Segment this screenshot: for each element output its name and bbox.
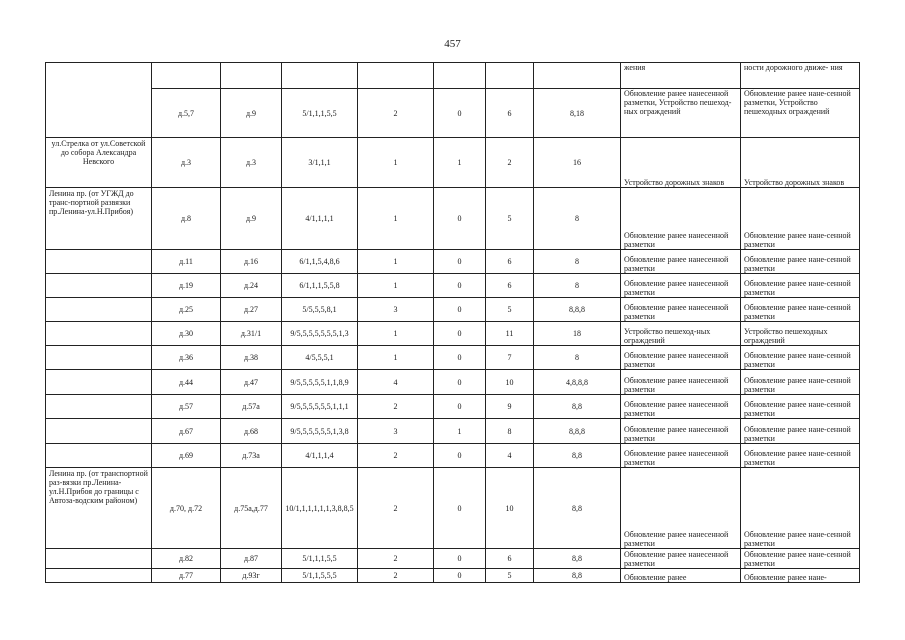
count-cell: 0 (434, 322, 486, 346)
count-cell: 2 (358, 395, 434, 419)
count-cell: 8,8 (534, 444, 621, 468)
street-cell (46, 346, 152, 370)
to-cell (221, 63, 282, 89)
count-cell: 5 (486, 188, 534, 250)
count-cell: 2 (358, 89, 434, 138)
work-cell: Обновление ранее нанесенной разметки (621, 188, 741, 250)
count-cell: 8,8 (534, 395, 621, 419)
work-cell: Обновление ранее нанесенной разметки (621, 370, 741, 395)
from-cell: д.8 (152, 188, 221, 250)
count-cell: 5 (486, 298, 534, 322)
count-cell: 2 (358, 569, 434, 583)
table-row (46, 138, 860, 188)
work-cell: Обновление ранее нане-сенной разметки (741, 395, 860, 419)
scheme-cell: 9/5,5,5,5,5,1,1,8,9 (282, 370, 358, 395)
count-cell: 2 (358, 468, 434, 549)
count-cell: 8 (534, 188, 621, 250)
work-cell: Обновление ранее нанесенной разметки (621, 468, 741, 549)
to-cell: д.24 (221, 274, 282, 298)
street-cell: Ленина пр. (от транспортной раз-вязки пр.Ленина-ул.Н.Прибоя до границы с Автоза-водским районом) (46, 468, 152, 549)
scheme-cell: 6/1,1,5,4,8,6 (282, 250, 358, 274)
table-row (46, 250, 860, 274)
work-cell: Обновление ранее нанесенной разметки (621, 549, 741, 569)
count-cell: 1 (358, 138, 434, 188)
count-cell (434, 63, 486, 89)
from-cell: д.30 (152, 322, 221, 346)
count-cell: 8,8 (534, 569, 621, 583)
count-cell: 3 (358, 419, 434, 444)
count-cell: 10 (486, 468, 534, 549)
scheme-cell: 4/5,5,5,1 (282, 346, 358, 370)
count-cell: 0 (434, 549, 486, 569)
work-cell: Устройство пешеход-ных ограждений (621, 322, 741, 346)
work-cell: Обновление ранее нане-сенной разметки (741, 370, 860, 395)
count-cell: 6 (486, 89, 534, 138)
from-cell: д.11 (152, 250, 221, 274)
scheme-cell: 5/1,1,5,5,5 (282, 569, 358, 583)
street-cell (46, 569, 152, 583)
from-cell: д.57 (152, 395, 221, 419)
count-cell: 5 (486, 569, 534, 583)
count-cell (534, 63, 621, 89)
work-cell: Устройство пешеходных ограждений (741, 322, 860, 346)
scheme-cell: 9/5,5,5,5,5,5,5,1,3 (282, 322, 358, 346)
road-works-table (45, 62, 860, 583)
work-cell: Обновление ранее (621, 569, 741, 583)
table-row (46, 322, 860, 346)
count-cell (358, 63, 434, 89)
work-cell: Обновление ранее нанесенной разметки (621, 444, 741, 468)
from-cell: д.19 (152, 274, 221, 298)
count-cell: 0 (434, 444, 486, 468)
count-cell: 8,8,8 (534, 298, 621, 322)
scheme-cell: 6/1,1,1,5,5,8 (282, 274, 358, 298)
count-cell: 8 (534, 274, 621, 298)
count-cell: 2 (358, 444, 434, 468)
street-cell (46, 395, 152, 419)
from-cell: д.36 (152, 346, 221, 370)
street-cell (46, 444, 152, 468)
count-cell: 4 (358, 370, 434, 395)
count-cell: 16 (534, 138, 621, 188)
table-row (46, 63, 860, 89)
to-cell: д.9 (221, 89, 282, 138)
count-cell: 1 (358, 346, 434, 370)
work-cell: Обновление ранее нане-сенной разметки (741, 468, 860, 549)
count-cell: 6 (486, 274, 534, 298)
from-cell: д.77 (152, 569, 221, 583)
street-cell: ул.Стрелка от ул.Советской до собора Александра Невского (46, 138, 152, 188)
count-cell: 8,18 (534, 89, 621, 138)
scheme-cell: 5/1,1,1,5,5 (282, 89, 358, 138)
table-row (46, 89, 860, 138)
count-cell: 1 (358, 188, 434, 250)
work-cell: Обновление ранее нане-сенной разметки, Устройство пешеходных ограждений (741, 89, 860, 138)
work-cell: Устройство дорожных знаков (741, 138, 860, 188)
street-cell (46, 63, 152, 138)
table-row (46, 569, 860, 583)
count-cell: 18 (534, 322, 621, 346)
count-cell: 1 (434, 138, 486, 188)
to-cell: д.68 (221, 419, 282, 444)
count-cell: 0 (434, 89, 486, 138)
count-cell: 0 (434, 569, 486, 583)
street-cell (46, 250, 152, 274)
table-row (46, 419, 860, 444)
table-row (46, 188, 860, 250)
from-cell (152, 63, 221, 89)
from-cell: д.44 (152, 370, 221, 395)
scheme-cell (282, 63, 358, 89)
count-cell: 6 (486, 250, 534, 274)
count-cell: 6 (486, 549, 534, 569)
work-cell: Обновление ранее нанесенной разметки (621, 395, 741, 419)
table-row (46, 444, 860, 468)
count-cell: 0 (434, 274, 486, 298)
work-cell: Обновление ранее нане-сенной разметки (741, 274, 860, 298)
to-cell: д.47 (221, 370, 282, 395)
to-cell: д.73а (221, 444, 282, 468)
scheme-cell: 10/1,1,1,1,1,1,3,8,8,5 (282, 468, 358, 549)
count-cell: 8,8 (534, 549, 621, 569)
count-cell: 8,8,8 (534, 419, 621, 444)
street-cell (46, 298, 152, 322)
from-cell: д.70, д.72 (152, 468, 221, 549)
scheme-cell: 4/1,1,1,1 (282, 188, 358, 250)
count-cell: 7 (486, 346, 534, 370)
work-cell: Обновление ранее нанесенной разметки (621, 298, 741, 322)
street-cell (46, 549, 152, 569)
to-cell: д.87 (221, 549, 282, 569)
from-cell: д.3 (152, 138, 221, 188)
count-cell: 10 (486, 370, 534, 395)
street-cell (46, 370, 152, 395)
count-cell: 1 (434, 419, 486, 444)
work-cell: Обновление ранее нане-сенной разметки (741, 188, 860, 250)
count-cell: 1 (358, 250, 434, 274)
table-row (46, 370, 860, 395)
street-cell (46, 322, 152, 346)
table-row (46, 274, 860, 298)
scheme-cell: 9/5,5,5,5,5,5,1,3,8 (282, 419, 358, 444)
table-row (46, 468, 860, 549)
from-cell: д.5,7 (152, 89, 221, 138)
count-cell: 4,8,8,8 (534, 370, 621, 395)
street-cell (46, 274, 152, 298)
count-cell: 0 (434, 346, 486, 370)
count-cell: 1 (358, 322, 434, 346)
work-cell: Обновление ранее нане-сенной разметки (741, 549, 860, 569)
count-cell: 2 (358, 549, 434, 569)
to-cell: д.27 (221, 298, 282, 322)
work-cell: Обновление ранее нане-сенной разметки (741, 419, 860, 444)
scheme-cell: 3/1,1,1 (282, 138, 358, 188)
work-cell: жения (621, 63, 741, 89)
count-cell: 9 (486, 395, 534, 419)
from-cell: д.82 (152, 549, 221, 569)
from-cell: д.69 (152, 444, 221, 468)
work-cell: Устройство дорожных знаков (621, 138, 741, 188)
work-cell: ности дорожного движе- ния (741, 63, 860, 89)
table-row (46, 298, 860, 322)
count-cell: 0 (434, 468, 486, 549)
count-cell: 0 (434, 298, 486, 322)
scheme-cell: 4/1,1,1,4 (282, 444, 358, 468)
count-cell: 0 (434, 250, 486, 274)
to-cell: д.38 (221, 346, 282, 370)
scheme-cell: 5/5,5,5,8,1 (282, 298, 358, 322)
count-cell: 3 (358, 298, 434, 322)
count-cell: 0 (434, 395, 486, 419)
count-cell: 0 (434, 370, 486, 395)
scheme-cell: 9/5,5,5,5,5,5,1,1,1 (282, 395, 358, 419)
count-cell: 8 (534, 346, 621, 370)
count-cell (486, 63, 534, 89)
work-cell: Обновление ранее нане-сенной разметки (741, 346, 860, 370)
count-cell: 8,8 (534, 468, 621, 549)
work-cell: Обновление ранее нане-сенной разметки (741, 444, 860, 468)
street-cell (46, 419, 152, 444)
from-cell: д.67 (152, 419, 221, 444)
to-cell: д.3 (221, 138, 282, 188)
to-cell: д.93г (221, 569, 282, 583)
count-cell: 1 (358, 274, 434, 298)
work-cell: Обновление ранее нанесенной разметки (621, 346, 741, 370)
work-cell: Обновление ранее нане-сенной разметки (741, 250, 860, 274)
to-cell: д.57а (221, 395, 282, 419)
to-cell: д.16 (221, 250, 282, 274)
from-cell: д.25 (152, 298, 221, 322)
count-cell: 11 (486, 322, 534, 346)
table-row (46, 549, 860, 569)
street-cell: Ленина пр. (от УГЖД до транс-портной развязки пр.Ленина-ул.Н.Прибоя) (46, 188, 152, 250)
count-cell: 8 (534, 250, 621, 274)
count-cell: 0 (434, 188, 486, 250)
work-cell: Обновление ранее нане-сенной разметки (741, 298, 860, 322)
to-cell: д.9 (221, 188, 282, 250)
scheme-cell: 5/1,1,1,5,5 (282, 549, 358, 569)
page-number: 457 (444, 38, 461, 50)
work-cell: Обновление ранее нанесенной разметки (621, 250, 741, 274)
count-cell: 2 (486, 138, 534, 188)
work-cell: Обновление ранее нанесенной разметки (621, 419, 741, 444)
count-cell: 8 (486, 419, 534, 444)
table-row (46, 395, 860, 419)
to-cell: д.75а,д.77 (221, 468, 282, 549)
count-cell: 4 (486, 444, 534, 468)
work-cell: Обновление ранее нанесенной разметки, Устройство пешеход-ных ограждений (621, 89, 741, 138)
to-cell: д.31/1 (221, 322, 282, 346)
table-row (46, 346, 860, 370)
work-cell: Обновление ранее нане- (741, 569, 860, 583)
work-cell: Обновление ранее нанесенной разметки (621, 274, 741, 298)
